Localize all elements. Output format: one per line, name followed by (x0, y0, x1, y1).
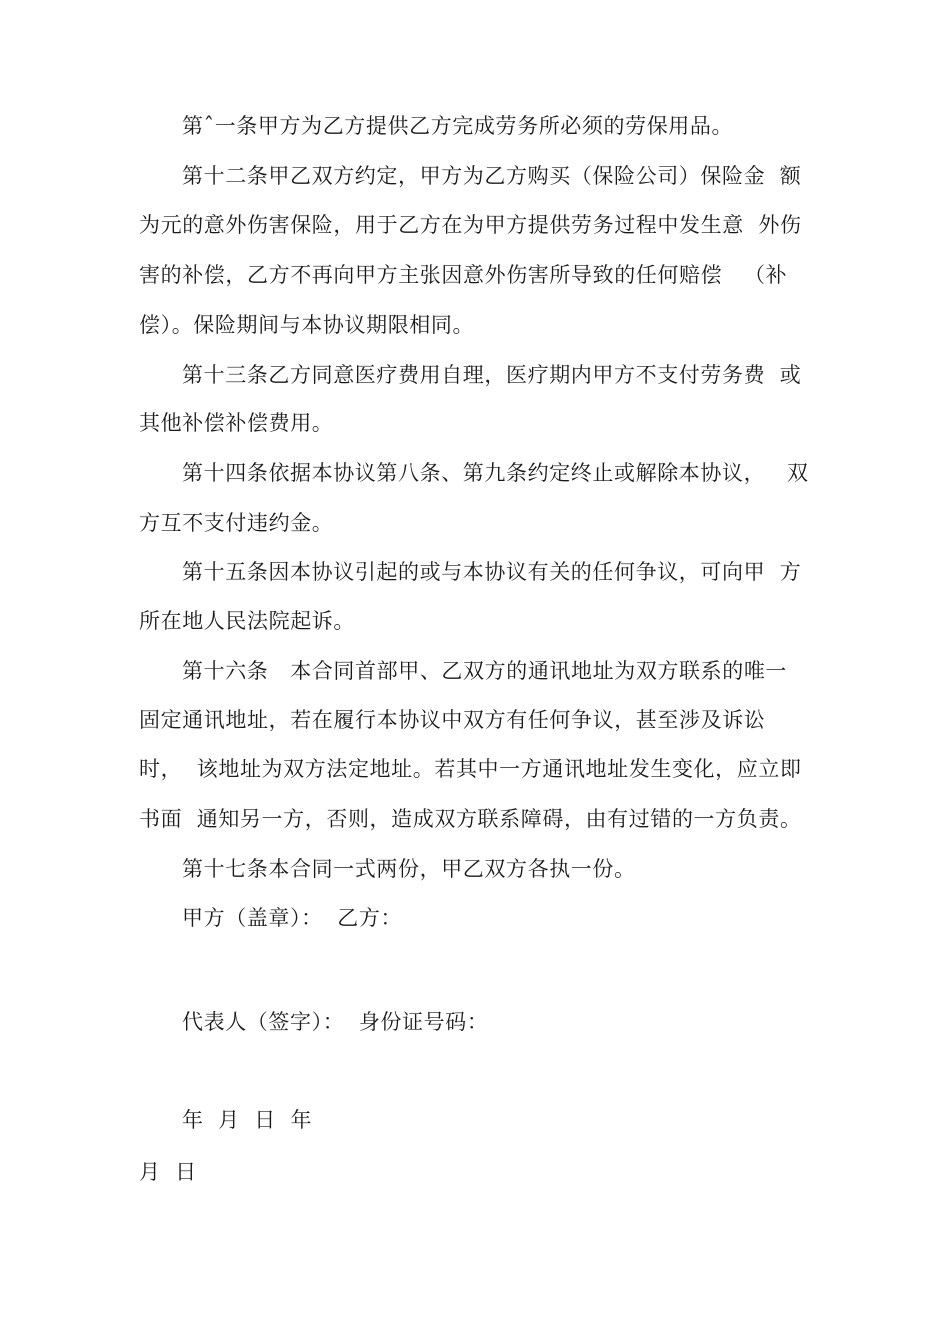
article-12-line-2: 为元的意外伤害保险，用于乙方在为甲方提供劳务过程中发生意 外伤 (139, 213, 802, 237)
article-12-line-3: 害的补偿，乙方不再向甲方主张因意外伤害所导致的任何赔偿 （补 (139, 263, 788, 287)
article-17-line-1: 第十七条本合同一式两份，甲乙双方各执一份。 (182, 857, 636, 881)
article-14-line-2: 方互不支付违约金。 (139, 511, 334, 535)
signature-representative: 代表人（签字）： 身份证号码： (182, 1010, 489, 1034)
article-16-line-2: 固定通讯地址，若在履行本协议中双方有任何争议，甚至涉及诉讼 (139, 708, 766, 732)
article-13-line-2: 其他补偿补偿费用。 (139, 411, 334, 435)
article-15-line-2: 所在地人民法院起诉。 (139, 609, 355, 633)
article-16-line-3: 时， 该地址为双方法定地址。若其中一方通讯地址发生变化，应立即 (139, 757, 802, 781)
article-16-line-4: 书面 通知另一方，否则，造成双方联系障碍，由有过错的一方负责。 (139, 807, 802, 831)
signature-date-line-1: 年 月 日 年 (182, 1108, 313, 1132)
article-15-line-1: 第十五条因本协议引起的或与本协议有关的任何争议，可向甲 方 (182, 560, 802, 584)
signature-parties: 甲方（盖章）： 乙方： (182, 906, 403, 930)
article-12-line-1: 第十二条甲乙双方约定，甲方为乙方购买（保险公司）保险金 额 (182, 164, 802, 188)
article-16-line-1: 第十六条 本合同首部甲、乙双方的通讯地址为双方联系的唯一 (182, 659, 788, 683)
article-12-line-4: 偿）。保险期间与本协议期限相同。 (139, 313, 475, 337)
article-13-line-1: 第十三条乙方同意医疗费用自理，医疗期内甲方不支付劳务费 或 (182, 363, 802, 387)
signature-date-line-2: 月 日 (139, 1160, 197, 1184)
article-11-line-1: 第ˆ一条甲方为乙方提供乙方完成劳务所必须的劳保用品。 (182, 114, 734, 138)
article-14-line-1: 第十四条依据本协议第八条、第九条约定终止或解除本协议， 双 (182, 461, 809, 485)
